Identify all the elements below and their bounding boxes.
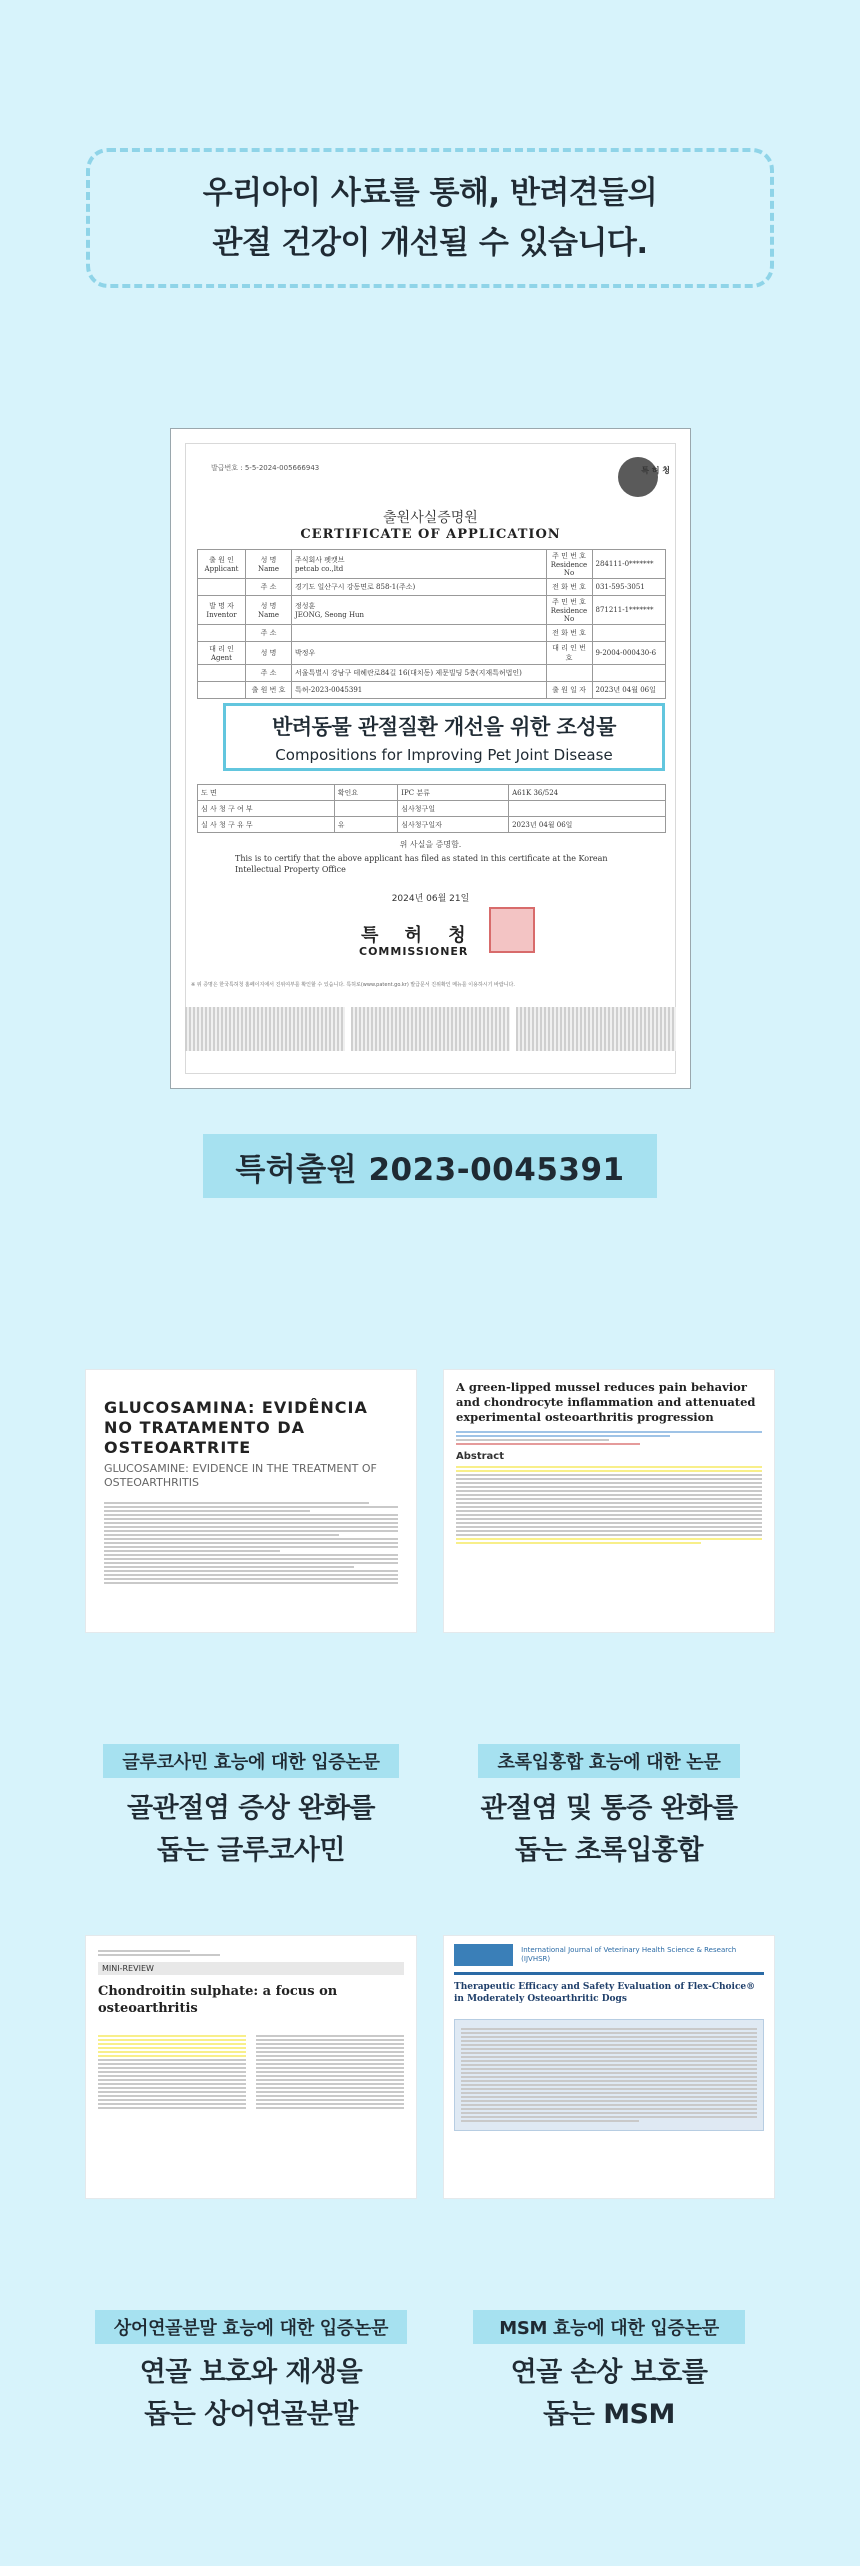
paper-image-glucosamine [86,1370,416,1632]
paper-tag-green-lipped-mussel: 초록입홍합 효능에 대한 논문 [478,1744,740,1778]
row-cell: 도 면 [198,785,335,801]
certificate-row [198,665,666,682]
certificate-office-en: COMMISSIONER [359,945,469,958]
row-key-value: 2023년 04월 06일 [592,682,666,699]
row-cell: 유 [334,817,398,833]
kipo-logo-icon [618,457,658,497]
row-cell: 심사청구일자 [398,817,509,833]
row-key-value [592,625,666,642]
row-key: 주 민 번 호 Residence No [546,596,592,625]
row-sub-label: 성 명 [246,642,292,665]
paper-title: GLUCOSAMINA: EVIDÊNCIA NO TRATAMENTO DA OSTEOARTRITE [104,1398,368,1457]
invention-title-box [223,703,665,771]
journal-logo-icon [454,1944,513,1966]
row-cell [509,801,666,817]
paper-caption-chondroitin [81,2352,421,2436]
paper-body-lines [456,1466,762,1544]
certificate-statement-en: This is to certify that the above applicant has filed as stated in this certificate at the Korean Intellectual Property Office [235,854,608,874]
row-key-value [592,665,666,682]
row-sub-label: 주 소 [246,579,292,596]
paper-authors-lines [456,1431,762,1445]
caption-line-1: 연골 보호와 재생을 [139,2357,363,2388]
journal-header [454,1944,764,1966]
paper-image-msm [444,1936,774,2198]
row-value: 서울특별시 강남구 테헤란로84길 16(대치동) 제문빌딩 5층(지재특허법인) [292,665,547,682]
row-key-value: 284111-0******* [592,550,666,579]
row-cell: 심사청구일 [398,801,509,817]
row-sub-label: 성 명 Name [246,596,292,625]
invention-title-ko: 반려동물 관절질환 개선을 위한 조성물 [272,714,616,739]
row-value: 박정우 [292,642,547,665]
certificate-office-ko: 특 허 청 [361,925,476,946]
patent-number-label: 특허출원 2023-0045391 [203,1134,657,1198]
row-sub-label: 주 소 [246,665,292,682]
certificate-row [198,596,666,625]
paper-subtitle: Abstract [456,1451,505,1462]
paper-tag-chondroitin: 상어연골분말 효능에 대한 입증논문 [95,2310,407,2344]
certificate-row [198,801,666,817]
certificate-row [198,785,666,801]
certificate-doc-number: 발급번호 : 5-5-2024-005666943 [211,464,320,472]
row-label: 대 리 인 Agent [198,642,246,665]
official-seal-icon [489,907,535,953]
row-cell: A61K 36/524 [509,785,666,801]
certificate-row [198,625,666,642]
paper-title: Therapeutic Efficacy and Safety Evaluation of Flex-Choice® in Moderately Osteoarthritic Dogs [454,1982,756,2004]
row-label [198,625,246,642]
certificate-row [198,642,666,665]
row-key-value: 031-595-3051 [592,579,666,596]
row-cell: 확인요 [334,785,398,801]
row-key [546,665,592,682]
row-key: 주 민 번 호 Residence No [546,550,592,579]
paper-title: A green-lipped mussel reduces pain behavior and chondrocyte inflammation and attenuated experimental osteoarthritis progression [456,1380,756,1424]
row-cell: 실 사 청 구 유 무 [198,817,335,833]
row-label [198,682,246,699]
paper-caption-green-lipped-mussel [439,1788,779,1872]
certificate-row [198,550,666,579]
paper-image-chondroitin [86,1936,416,2198]
row-value: 주식회사 펫캣브 petcab co.,ltd [292,550,547,579]
row-value: 특허-2023-0045391 [292,682,547,699]
row-label [198,665,246,682]
paper-image-green-lipped-mussel [444,1370,774,1632]
headline-line-1: 우리아이 사료를 통해, 반려견들의 [202,175,658,211]
headline-line-2: 관절 건강이 개선될 수 있습니다. [212,225,648,261]
paper-caption-glucosamine [81,1788,421,1872]
row-cell: IPC 분류 [398,785,509,801]
row-label: 출 원 인 Applicant [198,550,246,579]
row-value [292,625,547,642]
kipo-logo-text: 특 허 청 [641,466,670,475]
paper-subtitle: GLUCOSAMINE: EVIDENCE IN THE TREATMENT OF OSTEOARTHRITIS [104,1462,377,1489]
certificate-date: 2024년 06월 21일 [391,894,470,904]
certificate-row [198,682,666,699]
certificate-title-ko: 출원사실증명원 [383,510,478,526]
caption-line-1: 연골 손상 보호를 [510,2357,708,2388]
row-sub-label: 주 소 [246,625,292,642]
journal-name: International Journal of Veterinary Health Science & Research (IJVHSR) [521,1946,737,1963]
row-sub-label: 출 원 번 호 [246,682,292,699]
row-key: 전 화 번 호 [546,579,592,596]
certificate-table [197,549,666,699]
certificate-footer: ※ 위 증명은 한국특허청 홈페이지에서 진위여부를 확인할 수 있습니다. 특허로(www.patent.go.kr) 발급문서 진위확인 메뉴를 이용하시기 바랍니다. [191,982,515,988]
certificate-row [198,579,666,596]
certificate-security-band [185,1007,676,1051]
paper-subtitle: MINI-REVIEW [98,1962,404,1975]
row-key: 대 리 인 번 호 [546,642,592,665]
caption-line-1: 관절염 및 통증 완화를 [480,1793,738,1824]
row-cell: 심 사 청 구 여 부 [198,801,335,817]
caption-line-2: 돕는 초록입홍합 [515,1835,703,1866]
patent-certificate-image [170,428,691,1089]
paper-body-lines [98,2033,404,2111]
row-value: 경기도 일산구시 강동면로 858-1(주소) [292,579,547,596]
invention-title-en: Compositions for Improving Pet Joint Disease [275,745,613,764]
certificate-row [198,817,666,833]
row-key-value: 871211-1******* [592,596,666,625]
headline-box [86,148,774,288]
paper-caption-msm [439,2352,779,2436]
caption-line-1: 골관절염 증상 완화를 [126,1793,376,1824]
paper-body-lines [104,1502,398,1584]
caption-line-2: 돕는 글루코사민 [157,1835,345,1866]
row-key: 출 원 일 자 [546,682,592,699]
row-cell [334,801,398,817]
row-key: 전 화 번 호 [546,625,592,642]
certificate-table-2 [197,784,666,833]
certificate-statement-ko: 위 사실을 증명함. [399,840,462,849]
row-sub-label: 성 명 Name [246,550,292,579]
paper-abstract-box [454,2019,764,2131]
certificate-title-en: CERTIFICATE OF APPLICATION [300,527,561,542]
row-cell: 2023년 04월 06일 [509,817,666,833]
journal-rule [454,1972,764,1975]
paper-title: Chondroitin sulphate: a focus on osteoarthritis [98,1984,338,2016]
paper-tag-msm: MSM 효능에 대한 입증논문 [473,2310,745,2344]
caption-line-2: 돕는 MSM [543,2399,675,2430]
row-label [198,579,246,596]
row-label: 발 명 자 Inventor [198,596,246,625]
row-key-value: 9-2004-000430-6 [592,642,666,665]
row-value: 정성훈 JEONG, Seong Hun [292,596,547,625]
paper-tag-glucosamine: 글루코사민 효능에 대한 입증논문 [103,1744,399,1778]
caption-line-2: 돕는 상어연골분말 [144,2399,358,2430]
